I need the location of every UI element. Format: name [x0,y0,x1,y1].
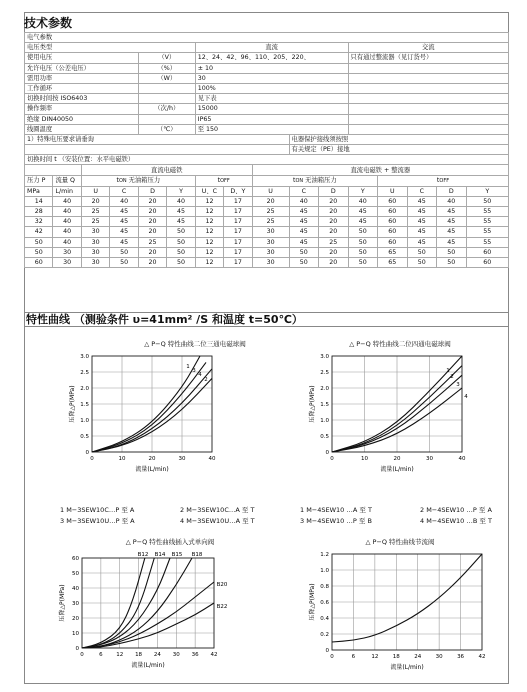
table-cell: 50 [167,227,195,237]
table-row [25,63,509,73]
table-cell: 40 [53,196,81,206]
table-cell [138,94,195,104]
table-cell: （℃） [138,124,195,134]
x-tick-label: 12 [371,654,379,660]
table-cell: 流量 Q [53,175,81,186]
y-axis-label: 压降△P(MPa) [59,584,66,622]
table-cell: 20 [319,207,349,217]
table-cell: tON 无油箱压力 [252,175,377,186]
x-tick-label: 30 [178,456,186,462]
table-cell: 50 [348,227,378,237]
table-cell: 20 [319,217,349,227]
table-cell: U [252,186,289,196]
table-cell: 45 [348,207,378,217]
x-tick-label: 0 [90,456,94,462]
table-cell: tOFF [378,175,509,186]
table-cell: 电器保护接线须按照 [289,134,508,144]
y-tick-label: 2.0 [80,386,89,392]
x-tick-label: 40 [208,456,216,462]
table-cell: 40 [437,196,467,206]
table-cell: 45 [167,207,195,217]
table-cell: U [378,186,408,196]
table-cell: 直流电磁铁 + 整流器 [252,165,508,175]
table-cell: 60 [466,257,508,267]
y-tick-label: 3.0 [320,354,329,360]
table-cell: 45 [437,217,467,227]
y-tick-label: 0.4 [320,616,329,622]
table-cell: 45 [348,217,378,227]
table-cell: （%） [138,63,195,73]
table-cell: 50 [25,247,53,257]
table-cell: C [407,186,437,196]
x-tick-label: 0 [80,652,84,658]
curve-label: 2 [450,374,454,380]
y-tick-label: 1.5 [320,402,329,408]
table-cell: 20 [319,227,349,237]
legend-item: 3 M−4SEW10 …P 至 B [300,517,372,525]
table-cell: 45 [407,237,437,247]
table-cell: 交流 [348,43,508,53]
table-cell: 压力 P [25,175,53,186]
table-cell: 30 [81,237,109,247]
x-tick-label: 36 [191,652,199,658]
y-tick-label: 0.6 [320,600,329,606]
table-cell: 50 [110,257,138,267]
table-cell: 20 [319,247,349,257]
table-cell: 25 [319,237,349,247]
table-cell: 50 [407,257,437,267]
table-cell: 60 [378,237,408,247]
table-cell: 50 [348,237,378,247]
table-cell: 12 [195,247,223,257]
x-tick-label: 10 [361,456,368,462]
table-cell [25,145,290,155]
y-tick-label: 10 [72,631,79,637]
x-tick-label: 42 [478,654,486,660]
table-cell [348,124,508,134]
table-cell: 25 [138,237,166,247]
chart1-title: △ P−Q 特性曲线二位三通电磁球阀 [144,340,246,348]
table-cell: 50 [437,247,467,257]
curve-label: B18 [191,552,203,558]
chart2-title: △ P−Q 特性曲线二位四通电磁球阀 [349,340,451,348]
table-cell: Y [466,186,508,196]
table-cell: 直流电磁铁 [81,165,252,175]
table-cell: 电压类型 [25,43,196,53]
table-cell: 45 [289,207,319,217]
table-cell: D [319,186,349,196]
x-axis-label: 流量(L/min) [380,466,414,473]
table-row [25,33,509,43]
y-tick-label: 0 [85,450,89,456]
table-row [25,73,509,83]
switch-title: 切换时间 t （安装位置：水平电磁铁） [25,155,509,165]
table-row [25,53,509,63]
table-cell: 需用功率 [25,73,139,83]
table-cell: 40 [53,207,81,217]
table-row [25,155,509,165]
x-tick-label: 20 [148,456,156,462]
table-cell: 20 [138,207,166,217]
y-tick-label: 0 [325,648,329,654]
table-cell: 45 [289,237,319,247]
table-cell: 12 [195,227,223,237]
table-cell: C [289,186,319,196]
table-cell [348,114,508,124]
table-cell: 1）特殊电压要求请垂询 [25,134,290,144]
table-cell: D [138,186,166,196]
y-tick-label: 30 [72,601,79,607]
table-cell: 30 [81,257,109,267]
chart2 [300,348,500,478]
table-cell: 线圈温度 [25,124,139,134]
table-cell: IP65 [195,114,348,124]
table-cell: 45 [167,217,195,227]
curve-label: B14 [154,552,166,558]
table-cell: 至 150 [195,124,348,134]
x-tick-label: 36 [457,654,465,660]
table-cell: U [81,186,109,196]
table-cell: Y [167,186,195,196]
x-tick-label: 30 [426,456,433,462]
table-cell: 20 [138,257,166,267]
table-cell: 17 [224,217,252,227]
table-cell: 55 [466,207,508,217]
x-axis-label: 流量(L/min) [131,662,165,669]
table-cell [138,114,195,124]
table-cell: 100% [195,83,348,93]
table-cell [138,83,195,93]
table-row [25,145,509,155]
table-row [25,165,509,175]
x-tick-label: 24 [153,652,161,658]
table-cell: 28 [25,207,53,217]
table-row [25,94,509,104]
table-cell: 40 [167,196,195,206]
table-cell: 65 [378,257,408,267]
y-tick-label: 0.5 [80,434,89,440]
table-cell: 45 [289,217,319,227]
table-cell: 40 [289,196,319,206]
table-cell: 55 [466,217,508,227]
table-cell: 30 [252,227,289,237]
table-cell: 17 [224,257,252,267]
table-cell: （W） [138,73,195,83]
table-cell: 25 [81,207,109,217]
table-cell: 50 [348,247,378,257]
y-tick-label: 0 [325,450,329,456]
table-cell: 32 [25,217,53,227]
chart3-title: △ P−Q 特性曲线插入式单向阀 [125,538,215,546]
table-cell: 45 [407,217,437,227]
chart3 [50,546,240,676]
x-tick-label: 40 [458,456,466,462]
curve-label: 3 [192,368,196,374]
table-cell: 40 [53,217,81,227]
y-tick-label: 2.5 [80,370,89,376]
y-tick-label: 1.0 [320,568,329,574]
table-cell: ± 10 [195,63,348,73]
table-cell: 12 [195,237,223,247]
table-cell: L/min [53,186,81,196]
table-cell: 45 [407,227,437,237]
y-tick-label: 1.0 [320,418,329,424]
table-row [25,217,509,227]
table-cell: 50 [466,196,508,206]
curves-section-title: 特性曲线 （测验条件 υ=41mm² /S 和温度 t=50℃） [24,312,509,327]
curve-label: 4 [464,394,468,400]
page-title: 技术参数 [24,16,73,30]
curve-label: 2 [204,377,208,383]
table-cell: 30 [252,237,289,247]
table-cell: 17 [224,237,252,247]
table-cell: 60 [378,227,408,237]
table-row [25,175,509,186]
legend-item: 1 M−3SEW10C…P 至 A [60,506,135,514]
table-cell: 60 [378,207,408,217]
x-tick-label: 0 [330,654,334,660]
spec-table [24,32,509,268]
y-tick-label: 1.5 [80,402,89,408]
table-cell: 45 [407,207,437,217]
table-cell: 50 [110,247,138,257]
series-line [332,554,482,642]
table-cell: 12 [195,217,223,227]
elec-header: 电气参数 [25,33,509,43]
curve-label: 4 [198,372,202,378]
table-cell: C [110,186,138,196]
table-cell: 45 [437,227,467,237]
table-cell: 65 [378,247,408,257]
table-cell: 切换时间按 ISO6403 [25,94,139,104]
table-cell: 20 [252,196,289,206]
table-cell [25,165,82,175]
table-cell: U、C [195,186,223,196]
table-cell: MPa [25,186,53,196]
x-axis-label: 流量(L/min) [390,664,424,671]
table-cell: 20 [319,257,349,267]
table-cell: 40 [110,196,138,206]
table-cell: 20 [138,196,166,206]
table-cell: 45 [110,217,138,227]
table-cell: tON 无油箱压力 [81,175,195,186]
table-cell: 55 [466,227,508,237]
x-axis-label: 流量(L/min) [135,466,169,473]
table-cell: 见下表 [195,94,348,104]
table-cell: 45 [110,207,138,217]
series-line [82,603,214,648]
legend-item: 2 M−4SEW10 …P 至 A [420,506,492,514]
table-cell: D、Y [224,186,252,196]
y-axis-label: 压降△P(MPa) [69,385,76,423]
table-cell: 12 [195,207,223,217]
curve-label: B12 [137,552,149,558]
table-cell: 17 [224,207,252,217]
curve-label: B20 [216,582,228,588]
table-cell: 40 [348,196,378,206]
table-cell: 30 [53,247,81,257]
table-cell: 有关规定（PE）接地 [289,145,508,155]
x-tick-label: 30 [435,654,443,660]
x-tick-label: 10 [118,456,126,462]
table-cell: 45 [437,237,467,247]
table-row [25,196,509,206]
legend-item: 4 M−4SEW10 …B 至 T [420,517,492,525]
table-cell [348,94,508,104]
table-cell: 50 [437,257,467,267]
table-cell: 50 [167,237,195,247]
table-cell: 40 [53,227,81,237]
table-cell: 50 [25,237,53,247]
table-cell: 60 [378,217,408,227]
table-cell: 17 [224,196,252,206]
y-tick-label: 1.0 [80,418,89,424]
table-cell: 42 [25,227,53,237]
table-cell: tOFF [195,175,252,186]
x-tick-label: 6 [99,652,103,658]
table-cell: 20 [138,217,166,227]
table-row [25,247,509,257]
table-cell: D [437,186,467,196]
table-cell: 50 [407,247,437,257]
y-tick-label: 0 [75,646,79,652]
legend-item: 1 M−4SEW10 …A 至 T [300,506,372,514]
y-tick-label: 50 [72,571,79,577]
table-cell: 30 [195,73,348,83]
table-cell: 允许电压（公差电压） [25,63,139,73]
table-cell: 45 [110,237,138,247]
y-tick-label: 0.2 [320,632,329,638]
table-cell: 55 [466,237,508,247]
table-cell: 17 [224,247,252,257]
table-cell: 50 [167,247,195,257]
table-cell: 12、24、42、96、110、205、220、 [195,53,348,63]
table-cell: 25 [252,207,289,217]
x-tick-label: 20 [393,456,401,462]
table-row [25,104,509,114]
table-cell: 20 [319,196,349,206]
table-row [25,207,509,217]
x-tick-label: 18 [135,652,143,658]
table-cell: 45 [110,227,138,237]
y-axis-label: 压降△P(MPa) [309,385,316,423]
table-cell: 14 [25,196,53,206]
table-cell: 绝缘 DIN40050 [25,114,139,124]
x-tick-label: 12 [116,652,124,658]
table-cell: 25 [252,217,289,227]
table-row [25,43,509,53]
table-cell: 45 [407,196,437,206]
table-row [25,257,509,267]
table-cell: 50 [289,257,319,267]
x-tick-label: 6 [351,654,356,660]
table-cell: 20 [138,247,166,257]
table-row [25,237,509,247]
y-tick-label: 2.5 [320,370,329,376]
y-axis-label: 压降△P(MPa) [309,583,316,621]
table-cell: 45 [437,207,467,217]
table-cell: 30 [81,227,109,237]
legend-item: 3 M−3SEW10U…P 至 A [60,517,135,525]
table-cell: 只有通过整流器（见订货号） [348,53,508,63]
chart4 [300,546,500,676]
y-tick-label: 20 [72,616,79,622]
table-cell: 60 [378,196,408,206]
table-cell [348,63,508,73]
curve-label: 1 [446,368,450,374]
table-row [25,227,509,237]
x-tick-label: 24 [414,654,422,660]
y-tick-label: 1.2 [320,552,329,558]
table-cell: 20 [138,227,166,237]
table-cell: 30 [81,247,109,257]
table-cell: 直流 [195,43,348,53]
x-tick-label: 30 [172,652,180,658]
y-tick-label: 2.0 [320,386,329,392]
table-cell: Y [348,186,378,196]
curve-label: B15 [171,552,183,558]
x-tick-label: 42 [210,652,218,658]
table-cell: （次/h） [138,104,195,114]
table-cell: 12 [195,196,223,206]
table-cell: 30 [53,257,81,267]
table-cell: 20 [81,196,109,206]
table-cell: 30 [252,247,289,257]
table-cell: 45 [289,227,319,237]
table-row [25,114,509,124]
y-tick-label: 60 [72,556,79,562]
chart4-title: △ P−Q 特性曲线节流阀 [365,538,435,546]
table-cell [348,104,508,114]
table-row [25,186,509,196]
table-row [25,83,509,93]
legend-item: 4 M−3SEW10U…A 至 T [180,517,255,525]
table-cell: 50 [348,257,378,267]
table-cell: 50 [167,257,195,267]
table-cell: 25 [81,217,109,227]
y-tick-label: 0.8 [320,584,329,590]
table-cell [348,73,508,83]
table-cell: 工作循环 [25,83,139,93]
table-cell: 操作频率 [25,104,139,114]
x-tick-label: 18 [392,654,400,660]
table-cell: （V） [138,53,195,63]
legend-item: 2 M−3SEW10C…A 至 T [180,506,255,514]
table-cell [348,83,508,93]
table-row [25,124,509,134]
chart1 [60,348,240,478]
y-tick-label: 40 [72,586,79,592]
table-cell: 60 [25,257,53,267]
table-cell: 使用电压 [25,53,139,63]
table-cell: 12 [195,257,223,267]
table-cell: 17 [224,227,252,237]
y-tick-label: 0.5 [320,434,329,440]
x-tick-label: 0 [330,456,334,462]
curve-label: 1 [186,364,190,370]
y-tick-label: 3.0 [80,354,89,360]
table-cell: 30 [252,257,289,267]
table-row [25,134,509,144]
table-cell: 50 [289,247,319,257]
curve-label: B22 [216,604,228,610]
curve-label: 3 [456,382,460,388]
table-cell: 40 [53,237,81,247]
table-cell: 15000 [195,104,348,114]
table-cell: 60 [466,247,508,257]
